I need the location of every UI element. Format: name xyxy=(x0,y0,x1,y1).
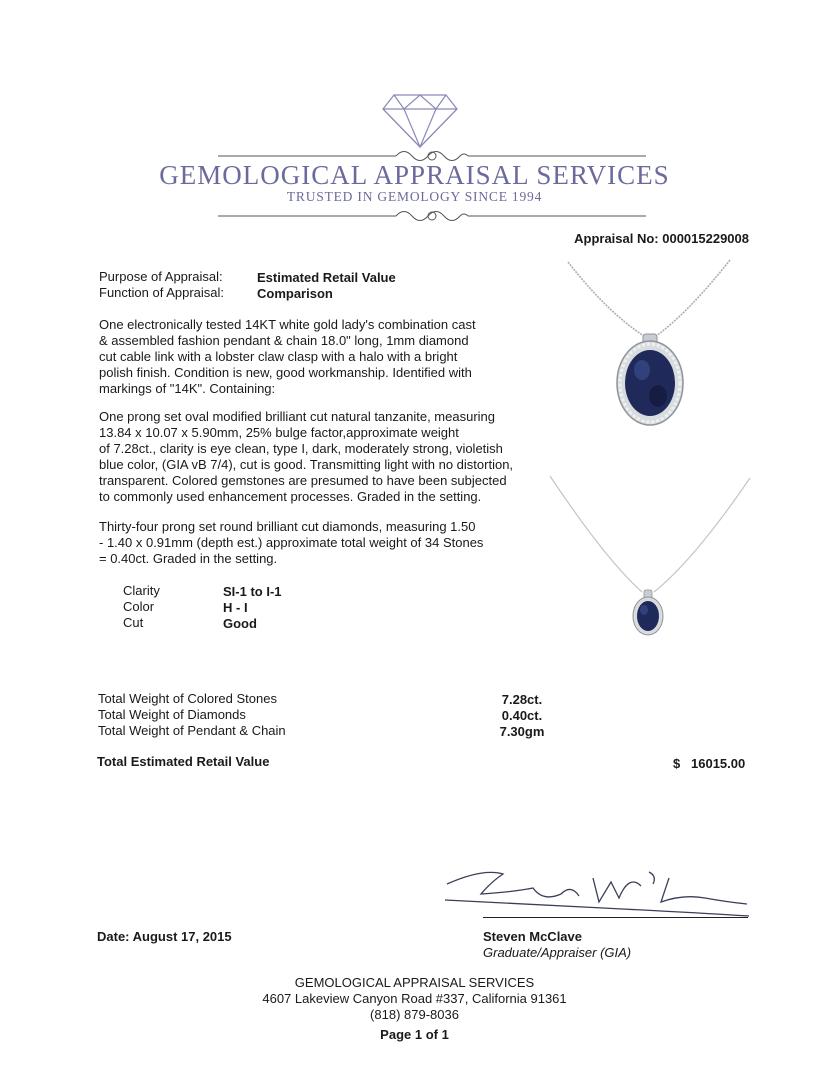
logo-tagline: TRUSTED IN GEMOLOGY SINCE 1994 xyxy=(286,189,543,204)
description-line: blue color, (GIA vB 7/4), cut is good. Transmitting light with no distortion, xyxy=(99,457,514,472)
pendant-photo-closeup xyxy=(560,258,740,433)
function-label: Function of Appraisal: xyxy=(99,285,225,300)
signer-title: Graduate/Appraiser (GIA) xyxy=(483,945,632,960)
item-description xyxy=(99,317,539,397)
total-pendant-chain-label: Total Weight of Pendant & Chain xyxy=(98,723,286,738)
pendant-photo-full xyxy=(546,470,756,640)
retail-value-label: Total Estimated Retail Value xyxy=(97,754,270,769)
footer-address: 4607 Lakeview Canyon Road #337, California 91361 xyxy=(262,991,567,1006)
footer-phone: (818) 879-8036 xyxy=(370,1007,459,1022)
spec-color-value: H - I xyxy=(223,600,248,615)
logo-bottom-ornament xyxy=(218,206,646,226)
signature-line xyxy=(483,917,748,918)
signer-name: Steven McClave xyxy=(483,929,582,944)
description-line: of 7.28ct., clarity is eye clean, type I, dark, moderately strong, violetish xyxy=(99,441,503,456)
description-line: & assembled fashion pendant & chain 18.0" long, 1mm diamond xyxy=(99,333,469,348)
description-line: 13.84 x 10.07 x 5.90mm, 25% bulge factor,approximate weight xyxy=(99,425,459,440)
spec-cut-value: Good xyxy=(223,616,257,631)
tanzanite-description xyxy=(99,409,539,505)
total-diamonds-value: 0.40ct. xyxy=(501,708,543,723)
total-diamonds-label: Total Weight of Diamonds xyxy=(98,707,246,722)
page-number: Page 1 of 1 xyxy=(380,1027,449,1042)
signature-image xyxy=(443,864,753,924)
function-value: Comparison xyxy=(257,286,333,301)
total-colored-stones-label: Total Weight of Colored Stones xyxy=(98,691,277,706)
description-line: One electronically tested 14KT white gold lady's combination cast xyxy=(99,317,476,332)
appraisal-number: Appraisal No: 000015229008 xyxy=(574,231,749,246)
description-line: Thirty-four prong set round brilliant cut diamonds, measuring 1.50 xyxy=(99,519,476,534)
total-pendant-chain-value: 7.30gm xyxy=(499,724,545,739)
spec-color-label: Color xyxy=(123,599,155,614)
description-line: markings of "14K". Containing: xyxy=(99,381,276,396)
description-line: = 0.40ct. Graded in the setting. xyxy=(99,551,278,566)
retail-value: 16015.00 xyxy=(691,756,746,771)
diamond-logo-icon xyxy=(380,92,460,150)
total-colored-stones-value: 7.28ct. xyxy=(501,692,543,707)
purpose-value: Estimated Retail Value xyxy=(257,270,396,285)
description-line: - 1.40 x 0.91mm (depth est.) approximate total weight of 34 Stones xyxy=(99,535,484,550)
logo-company-name: GEMOLOGICAL APPRAISAL SERVICES xyxy=(159,160,670,190)
spec-clarity-label: Clarity xyxy=(123,583,160,598)
description-line: transparent. Colored gemstones are presumed to have been subjected xyxy=(99,473,507,488)
footer-company: GEMOLOGICAL APPRAISAL SERVICES xyxy=(294,975,535,990)
diamond-description xyxy=(99,519,539,567)
retail-currency: $ xyxy=(673,756,681,771)
spec-cut-label: Cut xyxy=(123,615,144,630)
description-line: cut cable link with a lobster claw clasp with a halo with a bright xyxy=(99,349,458,364)
appraisal-date: Date: August 17, 2015 xyxy=(97,929,232,944)
description-line: polish finish. Condition is new, good workmanship. Identified with xyxy=(99,365,472,380)
purpose-label: Purpose of Appraisal: xyxy=(99,269,223,284)
description-line: to commonly used enhancement processes. Graded in the setting. xyxy=(99,489,482,504)
description-line: One prong set oval modified brilliant cut natural tanzanite, measuring xyxy=(99,409,495,424)
spec-clarity-value: SI-1 to I-1 xyxy=(223,584,282,599)
